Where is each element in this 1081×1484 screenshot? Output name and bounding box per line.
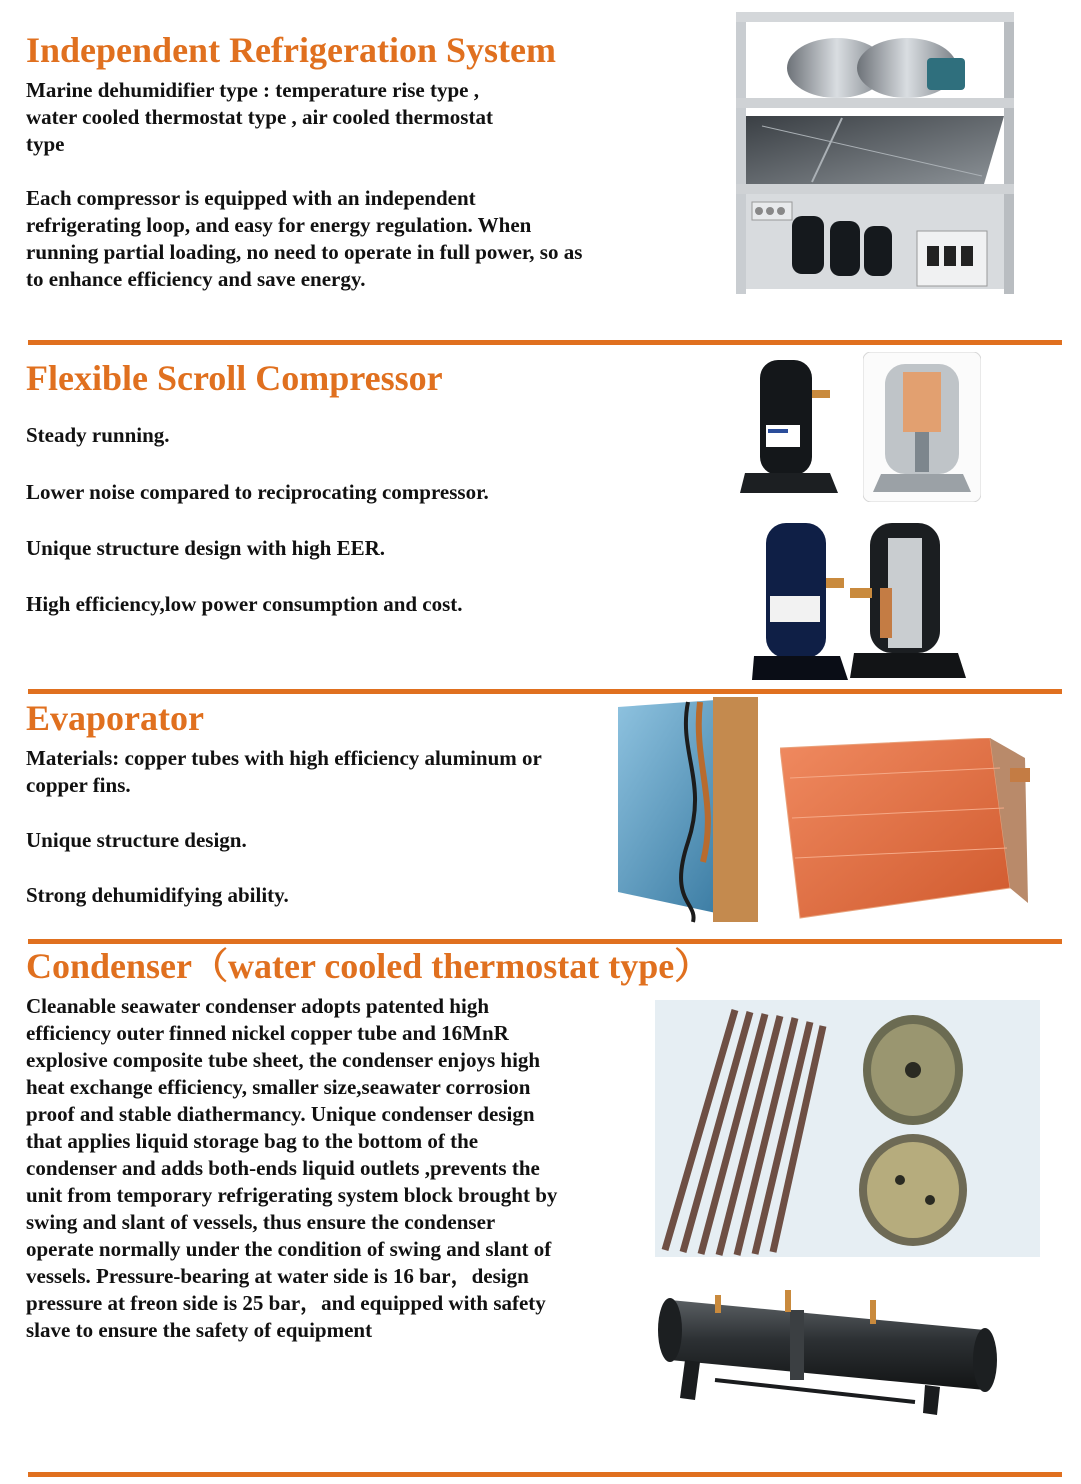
paragraph-steady-running: Steady running. bbox=[26, 423, 170, 447]
paragraph-materials: Materials: copper tubes with high efficiency aluminum or copper fins. bbox=[26, 746, 542, 797]
dehumidifier-unit-image bbox=[722, 6, 1022, 302]
paragraph-high-efficiency: High efficiency,low power consumption and cost. bbox=[26, 592, 463, 616]
section-divider bbox=[28, 939, 1062, 944]
paragraph-condenser-description: Cleanable seawater condenser adopts patented high efficiency outer finned nickel copper tube and 16MnR explosive composite tube sheet, the condenser enjoys high heat exchange efficiency, smaller size,seawater corrosion proof and stable diathermancy. Unique condenser design that applies liquid storage bag to the bottom of the condenser and adds both-ends liquid outlets ,prevents the unit from temporary refrigerating system block brought by swing and slant of vessels, thus ensure the condenser operate normally under the condition of swing and slant of vessels. Pressure-bearing at water side is 16 bar，design pressure at freon side is 25 bar，and equipped with safety slave to ensure the safety of equipment bbox=[26, 994, 558, 1342]
shell-and-tube-condenser-image bbox=[655, 1290, 1000, 1420]
compressor-section-view-image bbox=[850, 518, 968, 683]
section-divider bbox=[28, 340, 1062, 345]
paragraph-dehumidifying-ability: Strong dehumidifying ability. bbox=[26, 883, 289, 907]
compressor-cutaway-image bbox=[863, 352, 981, 502]
paragraph-unique-structure: Unique structure design. bbox=[26, 828, 247, 852]
scroll-compressor-image bbox=[740, 355, 840, 495]
section-title-scroll-compressor: Flexible Scroll Compressor bbox=[26, 358, 443, 398]
paragraph-dehumidifier-types: Marine dehumidifier type : temperature rise type , water cooled thermostat type , air cooled thermostat type bbox=[26, 78, 493, 156]
compressor-blue-label-image bbox=[752, 518, 852, 683]
section-divider bbox=[28, 1472, 1062, 1477]
paragraph-lower-noise: Lower noise compared to reciprocating compressor. bbox=[26, 480, 489, 504]
evaporator-copper-coil-image bbox=[780, 738, 1032, 920]
section-title-evaporator: Evaporator bbox=[26, 698, 204, 738]
evaporator-blue-coil-image bbox=[618, 692, 763, 927]
paragraph-independent-loop: Each compressor is equipped with an independent refrigerating loop, and easy for energy regulation. When running partial loading, no need to operate in full power, so as to enhance efficiency and save energy. bbox=[26, 186, 583, 291]
section-title-condenser: Condenser（water cooled thermostat type） bbox=[26, 946, 711, 986]
paragraph-unique-structure-eer: Unique structure design with high EER. bbox=[26, 536, 386, 560]
condenser-tubes-and-sheets-image bbox=[655, 1000, 1040, 1257]
section-divider bbox=[28, 689, 1062, 694]
section-title-refrigeration: Independent Refrigeration System bbox=[26, 30, 556, 70]
